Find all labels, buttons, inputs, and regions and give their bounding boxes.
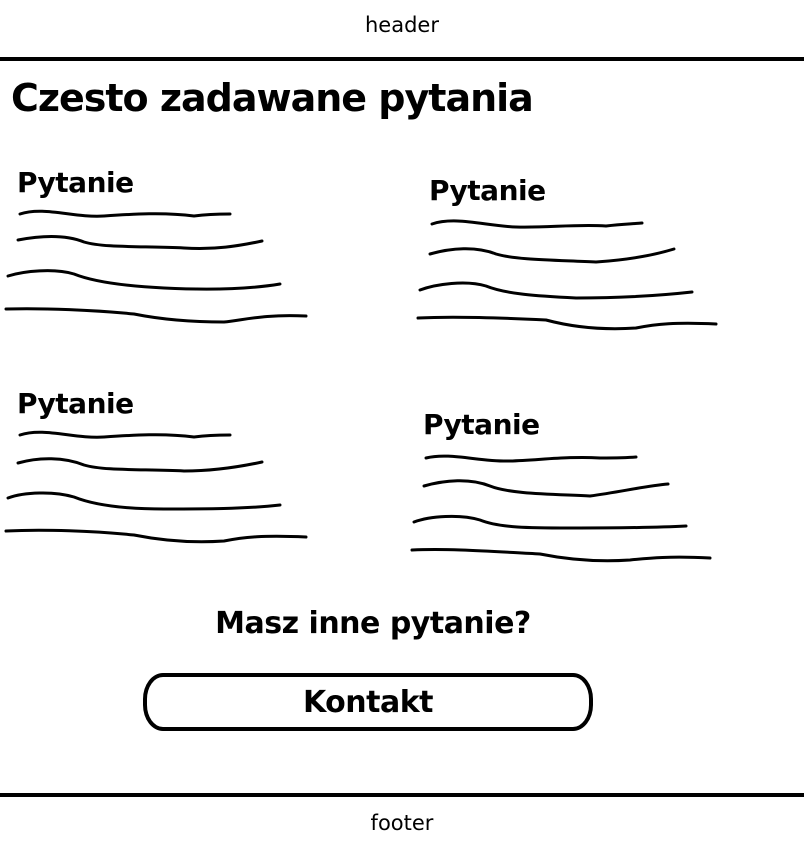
other-question-prompt: Masz inne pytanie? xyxy=(215,606,531,641)
faq-answer-scribble xyxy=(416,174,746,344)
faq-question: Pytanie xyxy=(429,174,546,207)
faq-answer-scribble xyxy=(4,166,334,336)
faq-item xyxy=(416,174,746,334)
faq-item xyxy=(410,408,740,568)
faq-item xyxy=(4,387,334,547)
contact-button[interactable]: Kontakt xyxy=(143,673,593,731)
header-divider xyxy=(0,57,804,61)
faq-item xyxy=(4,166,334,326)
faq-answer-scribble xyxy=(4,387,334,557)
faq-question: Pytanie xyxy=(423,408,540,441)
faq-answer-scribble xyxy=(410,408,740,578)
page-title: Czesto zadawane pytania xyxy=(11,76,533,120)
footer-divider xyxy=(0,793,804,797)
faq-question: Pytanie xyxy=(17,166,134,199)
header-label: header xyxy=(365,13,439,37)
faq-question: Pytanie xyxy=(17,387,134,420)
footer-label: footer xyxy=(370,811,434,835)
